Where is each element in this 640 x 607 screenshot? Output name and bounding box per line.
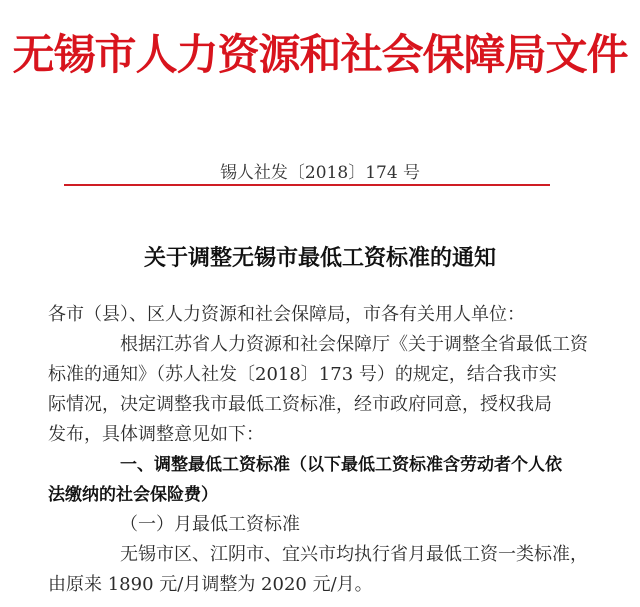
section-heading-line: 法缴纳的社会保险费） (48, 485, 218, 505)
body-line: 根据江苏省人力资源和社会保障厅《关于调整全省最低工资 (120, 334, 588, 355)
document-title: 关于调整无锡市最低工资标准的通知 (143, 245, 496, 271)
body-line: 标准的通知》（苏人社发〔2018〕173 号）的规定，结合我市实 (48, 364, 557, 385)
body-line: 无锡市区、江阴市、宜兴市均执行省月最低工资一类标准， (120, 544, 588, 565)
document-number: 锡人社发〔2018〕174 号 (219, 163, 421, 183)
body-line: 由原来 1890 元/月调整为 2020 元/月。 (48, 574, 373, 595)
document-body (48, 300, 588, 600)
subsection-heading: （一）月最低工资标准 (120, 514, 300, 535)
body-line: 际情况，决定调整我市最低工资标准，经市政府同意，授权我局 (48, 394, 552, 415)
section-heading-line: 一、调整最低工资标准（以下最低工资标准含劳动者个人依 (120, 455, 562, 475)
red-divider (64, 184, 550, 186)
addressee-line: 各市（县）、区人力资源和社会保障局，市各有关用人单位： (48, 304, 525, 325)
document-masthead: 无锡市人力资源和社会保障局文件 (12, 30, 628, 79)
body-line: 发布，具体调整意见如下： (48, 424, 264, 445)
